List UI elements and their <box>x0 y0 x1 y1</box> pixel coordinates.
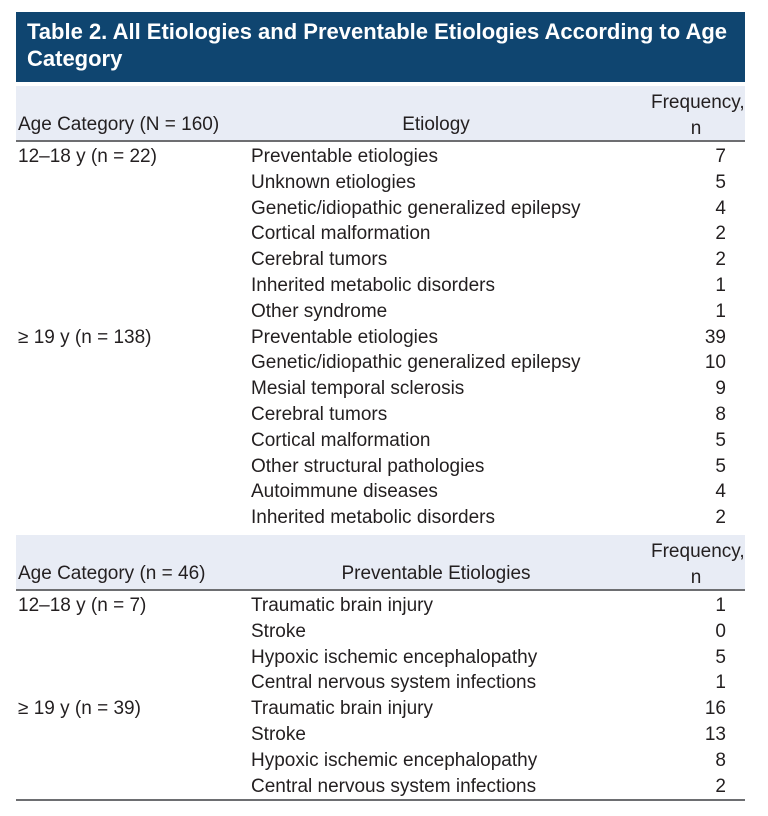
frequency-cell: 2 <box>715 507 726 529</box>
table-row <box>16 376 745 402</box>
table-row <box>16 144 745 170</box>
age-header: Age Category (n = 46) <box>18 562 206 584</box>
frequency-cell: 5 <box>715 429 726 451</box>
table-row <box>16 619 745 645</box>
table-row <box>16 479 745 505</box>
etiology-cell: Central nervous system infections <box>251 672 537 694</box>
frequency-cell: 7 <box>715 146 726 167</box>
frequency-cell: 39 <box>704 326 726 348</box>
frequency-cell: 4 <box>715 197 726 219</box>
etiology-cell: Genetic/idiopathic generalized epilepsy <box>251 197 581 219</box>
frequency-header: Frequency, n <box>651 540 745 588</box>
table-row <box>16 170 745 196</box>
table <box>16 12 745 801</box>
table-row <box>16 247 745 273</box>
frequency-cell: 5 <box>715 646 726 668</box>
etiology-cell: Inherited metabolic disorders <box>251 507 495 529</box>
etiology-cell: Cerebral tumors <box>251 403 388 425</box>
frequency-cell: 5 <box>715 455 726 477</box>
etiology-header: Etiology <box>402 114 470 135</box>
frequency-cell: 2 <box>715 775 726 797</box>
frequency-cell: 0 <box>715 620 726 642</box>
table-row <box>16 722 745 748</box>
etiology-cell: Hypoxic ischemic encephalopathy <box>251 646 538 668</box>
frequency-cell: 4 <box>715 481 726 503</box>
frequency-cell: 2 <box>715 249 726 271</box>
etiology-header: Preventable Etiologies <box>341 562 531 584</box>
table-row <box>16 221 745 247</box>
frequency-cell: 1 <box>715 300 726 322</box>
etiology-cell: Autoimmune diseases <box>251 481 438 503</box>
table-row <box>16 196 745 222</box>
etiology-cell: Inherited metabolic disorders <box>251 274 495 296</box>
frequency-cell: 5 <box>715 171 726 193</box>
etiology-cell: Central nervous system infections <box>251 775 537 797</box>
etiology-cell: Cortical malformation <box>251 223 431 245</box>
etiology-cell: Mesial temporal sclerosis <box>251 378 465 400</box>
etiology-cell: Genetic/idiopathic generalized epilepsy <box>251 352 581 374</box>
frequency-cell: 8 <box>715 403 726 425</box>
table-row <box>16 505 745 531</box>
etiology-cell: Stroke <box>251 620 306 642</box>
etiology-cell: Other syndrome <box>251 300 388 322</box>
frequency-cell: 10 <box>704 352 726 374</box>
table-row <box>16 350 745 376</box>
table-row <box>16 325 745 351</box>
table-row <box>16 428 745 454</box>
table-row <box>16 402 745 428</box>
age-cell: 12–18 y (n = 7) <box>18 594 147 616</box>
frequency-cell: 13 <box>704 723 726 745</box>
etiology-cell: Preventable etiologies <box>251 326 438 348</box>
table-row <box>16 299 745 325</box>
frequency-cell: 16 <box>704 698 726 720</box>
table-row <box>16 593 745 619</box>
frequency-cell: 2 <box>715 223 726 245</box>
age-cell: ≥ 19 y (n = 39) <box>18 698 141 720</box>
etiology-cell: Unknown etiologies <box>251 171 416 193</box>
etiology-cell: Traumatic brain injury <box>251 698 433 720</box>
frequency-cell: 1 <box>715 672 726 694</box>
frequency-cell: 1 <box>715 594 726 616</box>
age-header: Age Category (N = 160) <box>18 114 220 135</box>
etiology-cell: Preventable etiologies <box>251 146 438 167</box>
table-row <box>16 696 745 722</box>
age-cell: ≥ 19 y (n = 138) <box>18 326 152 348</box>
frequency-cell: 1 <box>715 274 726 296</box>
etiology-cell: Hypoxic ischemic encephalopathy <box>251 749 538 771</box>
age-cell: 12–18 y (n = 22) <box>18 146 157 167</box>
table-row <box>16 645 745 671</box>
frequency-header: Frequency, n <box>651 92 745 139</box>
table-row <box>16 454 745 480</box>
etiology-cell: Stroke <box>251 723 306 745</box>
header-row <box>16 86 745 142</box>
etiology-cell: Traumatic brain injury <box>251 594 433 616</box>
etiology-cell: Cortical malformation <box>251 429 431 451</box>
header-row <box>16 535 745 591</box>
table-title: Table 2. All Etiologies and Preventable Etiologies According to Age Category <box>16 12 745 82</box>
table-row <box>16 774 745 800</box>
etiology-cell: Cerebral tumors <box>251 249 388 271</box>
table-row <box>16 273 745 299</box>
frequency-cell: 8 <box>715 749 726 771</box>
frequency-cell: 9 <box>715 378 726 400</box>
table-row <box>16 748 745 774</box>
etiology-cell: Other structural pathologies <box>251 455 485 477</box>
table-row <box>16 670 745 696</box>
